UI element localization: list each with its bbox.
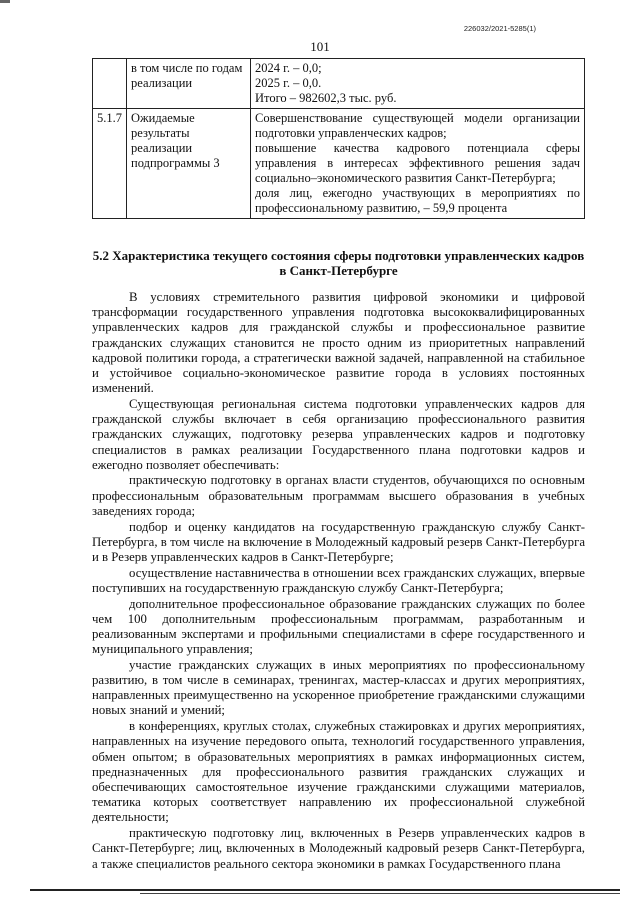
page-number: 101 (310, 39, 330, 54)
table-row (93, 59, 585, 109)
scan-corner-mark (0, 0, 10, 3)
document-number: 226032/2021-5285(1) (463, 24, 536, 33)
paragraph: В условиях стремительного развития цифровой экономики и цифровой трансформации государственного управления подготовка высококвалифицированных управленческих кадров для гражданской службы и профессиональное развитие гражданских служащих становится не просто одним из приоритетных направлений кадровой политики города, а стратегически важной задачей, направленной на стабильное и устойчивое социально-экономическое развитие города в условиях постоянных изменений. (92, 290, 585, 396)
paragraph: дополнительное профессиональное образование гражданских служащих по более чем 100 дополнительным профессиональным программам, разработанным и реализованным экспертами и профильными специалистами в сфере государственного и муниципального управления; (92, 596, 585, 657)
paragraph: осуществление наставничества в отношении всех гражданских служащих, впервые поступивших на государственную гражданскую службу Санкт-Петербурга; (92, 565, 585, 595)
paragraph: Существующая региональная система подготовки управленческих кадров для гражданской службы включает в себя организацию профессионального развития гражданских служащих, подготовку резерва управленческих кадров и подготовку специалистов в рамках реализации Государственного плана подготовки кадров и ежегодно позволяет обеспечивать: (92, 396, 585, 472)
scan-bottom-edge (30, 889, 620, 891)
row-label: Ожидаемые результаты реализации подпрограммы 3 (127, 109, 251, 219)
row-number: 5.1.7 (93, 109, 127, 219)
paragraph: практическую подготовку в органах власти студентов, обучающихся по основным профессиональным образовательным программам высшего образования в учебных заведениях города; (92, 473, 585, 518)
content-line: Совершенствование существующей модели организации подготовки управленческих кадров; (255, 111, 580, 140)
content-line: Итого – 982602,3 тыс. руб. (255, 91, 397, 105)
paragraph: в конференциях, круглых столах, служебных стажировках и других мероприятиях, направленных на изучение передового опыта, технологий государственного управления, обмен опытом; в образовательных мероприятиях в рамках информационных систем, предназначенных для профессионального развития гражданских служащих и обеспечивающих самостоятельное изучение гражданскими служащими материалов, тематика которых соответствует направлению их профессиональной служебной деятельности; (92, 719, 585, 825)
body-text (92, 290, 585, 872)
row-label: в том числе по годам реализации (127, 59, 251, 109)
content-line: 2025 г. – 0,0. (255, 76, 322, 90)
program-spec-table (92, 58, 585, 219)
content-line: повышение качества кадрового потенциала сферы управления в интересах эффективного решения задач социально–экономического развития Санкт-Петербурга; (255, 141, 580, 185)
row-content (251, 59, 585, 109)
row-number (93, 59, 127, 109)
table-row (93, 109, 585, 219)
row-content (251, 109, 585, 219)
paragraph: практическую подготовку лиц, включенных в Резерв управленческих кадров в Санкт-Петербурге; лиц, включенных в Молодежный кадровый резерв Санкт-Петербурга, а также специалистов реального сектора экономики в рамках Государственного плана (92, 826, 585, 871)
paragraph: подбор и оценку кандидатов на государственную гражданскую службу Санкт-Петербурга, в том числе на включение в Молодежный кадровый резерв Санкт-Петербурга и в Резерв управленческих кадров в Санкт-Петербурге; (92, 519, 585, 564)
content-line: 2024 г. – 0,0; (255, 61, 322, 75)
section-heading: 5.2 Характеристика текущего состояния сферы подготовки управленческих кадров в Санкт-Петербурге (92, 248, 585, 278)
scan-bottom-edge-secondary (140, 893, 620, 894)
paragraph: участие гражданских служащих в иных мероприятиях по профессиональному развитию, в том числе в семинарах, тренингах, мастер-классах и других мероприятиях, направленных преимущественно на ускоренное приобретение гражданскими служащими новых знаний и умений; (92, 657, 585, 718)
content-line: доля лиц, ежегодно участвующих в мероприятиях по профессиональному развитию, – 59,9 процента (255, 186, 580, 215)
